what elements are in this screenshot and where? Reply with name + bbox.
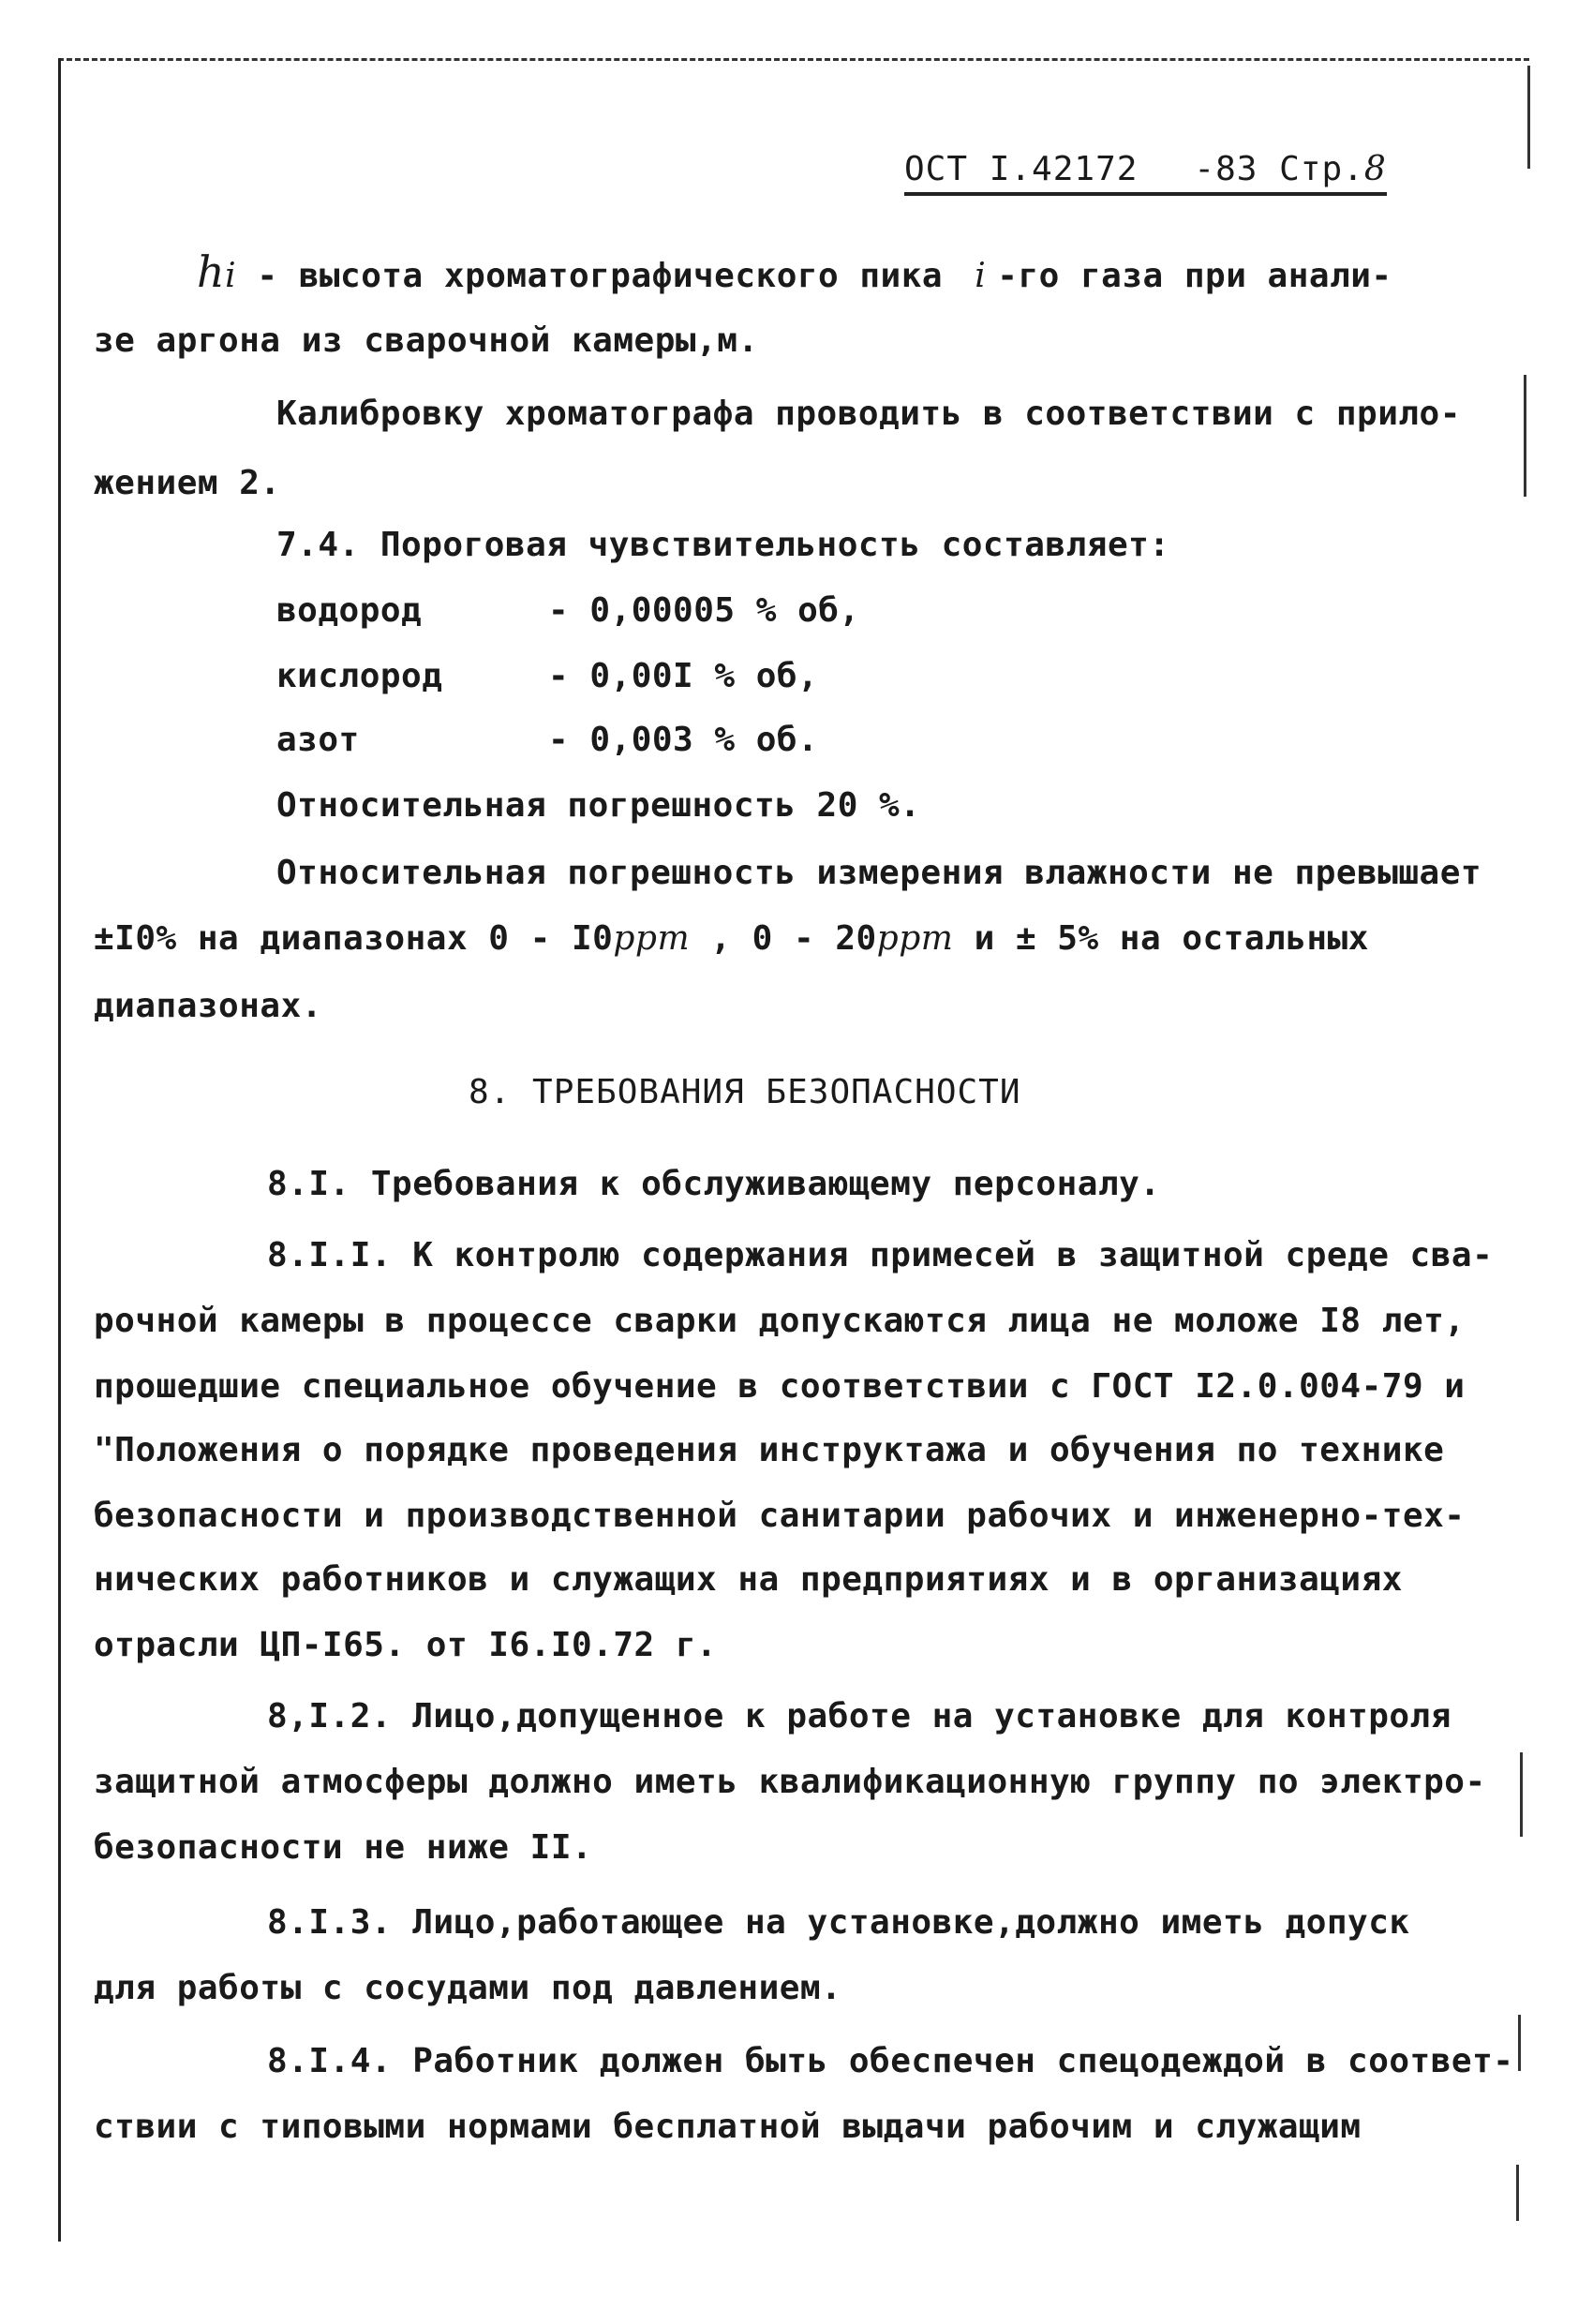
threshold-row xyxy=(276,720,818,761)
threshold-row xyxy=(276,656,818,697)
humidity-range-a: ±I0% на диапазонах 0 - I0 xyxy=(94,919,614,958)
symbol-h: h xyxy=(197,246,226,297)
threshold-row xyxy=(276,590,860,632)
section-8-heading: 8. ТРЕБОВАНИЯ БЕЗОПАСНОСТИ xyxy=(469,1073,1021,1111)
relative-error: Относительная погрешность 20 %. xyxy=(276,786,921,825)
page-frame-left xyxy=(58,58,61,2242)
gas-value: - 0,00I % об, xyxy=(548,657,819,695)
paragraph-8-1-1-line: рочной камеры в процессе сварки допускаются лица не моложе I8 лет, xyxy=(94,1302,1466,1340)
section-7-4-title: 7.4. Пороговая чувствительность составляет: xyxy=(276,526,1170,564)
humidity-range-c: и ± 5% на остальных xyxy=(974,919,1369,958)
paragraph-8-1: 8.I. Требования к обслуживающему персоналу. xyxy=(267,1165,1161,1203)
humidity-range-b: , 0 - 20 xyxy=(710,919,877,958)
gas-name: водород xyxy=(276,591,423,630)
paragraph-8-1-2-line: безопасности не ниже II. xyxy=(94,1828,593,1867)
gas-name: кислород xyxy=(276,657,443,695)
definition-tail: -го газа при анали- xyxy=(997,257,1392,295)
paragraph-8-1-1-line: прошедшие специальное обучение в соответствии с ГОСТ I2.0.004-79 и xyxy=(94,1367,1466,1406)
gas-value: - 0,003 % об. xyxy=(548,721,819,759)
paragraph-8-1-3-line: для работы с сосудами под давлением. xyxy=(94,1969,842,2007)
paragraph-8-1-1-line: отрасли ЦП-I65. от I6.I0.72 г. xyxy=(94,1626,718,1664)
page-frame-right xyxy=(1524,375,1526,497)
doc-code: ОСТ I.42172 xyxy=(904,150,1139,188)
page-frame-top xyxy=(58,58,1529,61)
definition-text: - высота хроматографического пика xyxy=(257,257,944,295)
paragraph-8-1-4-line: ствии с типовыми нормами бесплатной выдачи рабочим и служащим xyxy=(94,2108,1362,2146)
paragraph-8-1-3-line: 8.I.3. Лицо,работающее на установке,должно иметь допуск xyxy=(267,1903,1410,1942)
calibration-line-2: жением 2. xyxy=(94,464,281,502)
calibration-line-1: Калибровку хроматографа проводить в соответствии с прило- xyxy=(276,395,1461,433)
gas-value: - 0,00005 % об, xyxy=(548,591,860,630)
page-frame-right xyxy=(1520,1752,1523,1837)
page-frame-right xyxy=(1518,2015,1521,2071)
symbol-i-inline: i xyxy=(975,257,987,295)
paragraph-8-1-1-line: нических работников и служащих на предприятиях и в организациях xyxy=(94,1560,1403,1599)
humidity-line-1: Относительная погрешность измерения влажности не превышает xyxy=(276,854,1482,892)
page-header xyxy=(904,150,1387,196)
paragraph-8-1-1-line: 8.I.I. К контролю содержания примесей в защитной среде сва- xyxy=(267,1236,1494,1274)
paragraph-8-1-2-line: защитной атмосферы должно иметь квалификационную группу по электро- xyxy=(94,1763,1486,1801)
page-number: 8 xyxy=(1363,150,1387,188)
humidity-line-2 xyxy=(94,918,1369,960)
paragraph-8-1-4-line: 8.I.4. Работник должен быть обеспечен спецодеждой в соответ- xyxy=(267,2042,1514,2080)
symbol-i: i xyxy=(225,257,237,295)
definition-line-2: зе аргона из сварочной камеры,м. xyxy=(94,321,759,360)
ppm-unit: ppm xyxy=(876,919,954,958)
paragraph-8-1-2-line: 8,I.2. Лицо,допущенное к работе на установке для контроля xyxy=(267,1697,1452,1736)
paragraph-8-1-1-line: "Положения о порядке проведения инструктажа и обучения по технике xyxy=(94,1431,1445,1469)
humidity-line-3: диапазонах. xyxy=(94,987,322,1025)
page-frame-right xyxy=(1527,66,1530,169)
ppm-unit: ppm xyxy=(613,919,691,958)
gas-name: азот xyxy=(276,721,360,759)
definition-line xyxy=(197,246,1392,297)
paragraph-8-1-1-line: безопасности и производственной санитарии рабочих и инженерно-тех- xyxy=(94,1497,1466,1535)
page-label: -83 Стр. xyxy=(1194,150,1364,188)
page-frame-right xyxy=(1516,2165,1519,2221)
